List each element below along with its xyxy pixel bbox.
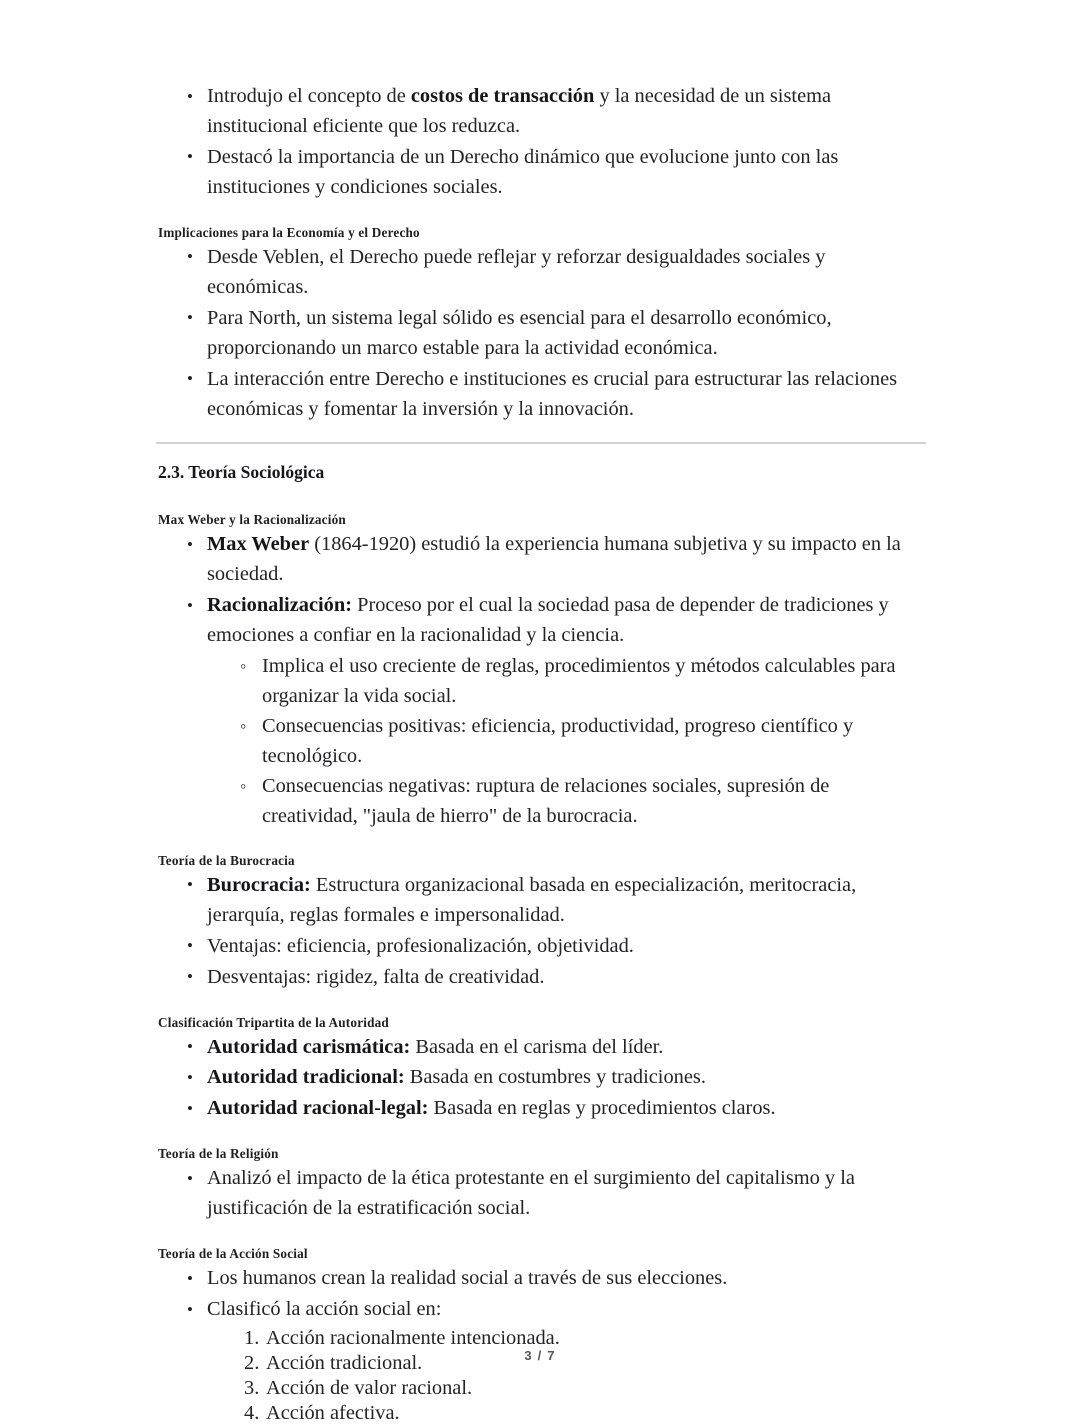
numbered-list-item: 4. Acción afectiva. bbox=[244, 1401, 400, 1424]
list-item: • Autoridad tradicional: Basada en costumbres y tradiciones. bbox=[156, 1063, 926, 1093]
vertical-spacer bbox=[156, 204, 926, 224]
bold-run-in: Burocracia: bbox=[207, 873, 311, 896]
list-item: • La interacción entre Derecho e instituciones es crucial para estructurar las relaciones económicas y fomentar la inversión y la innovación. bbox=[156, 365, 926, 425]
list-item: • Max Weber (1864-1920) estudió la experiencia humana subjetiva y su impacto en la sociedad. bbox=[156, 530, 926, 590]
bullet-list bbox=[156, 530, 926, 651]
list-item: • Para North, un sistema legal sólido es esencial para el desarrollo económico, proporcionando un marco estable para la actividad económica. bbox=[156, 304, 926, 364]
list-item: • Los humanos crean la realidad social a través de sus elecciones. bbox=[156, 1264, 926, 1294]
sub-heading: Teoría de la Acción Social bbox=[158, 1246, 308, 1262]
list-number: 4. bbox=[244, 1401, 260, 1424]
nested-list-item: ◦ Consecuencias positivas: eficiencia, productividad, progreso científico y tecnológico. bbox=[156, 712, 926, 772]
vertical-spacer bbox=[156, 994, 926, 1014]
sub-heading: Implicaciones para la Economía y el Derecho bbox=[158, 224, 420, 240]
list-item: • Introdujo el concepto de costos de transacción y la necesidad de un sistema institucional eficiente que los reduzca. bbox=[156, 82, 926, 142]
vertical-spacer bbox=[156, 1125, 926, 1145]
section-heading: 2.3. Teoría Sociológica bbox=[158, 461, 325, 482]
nested-bullet-list bbox=[156, 652, 926, 832]
sub-heading: Teoría de la Religión bbox=[158, 1146, 279, 1162]
list-item: • Burocracia: Estructura organizacional basada en especialización, meritocracia, jerarquía, reglas formales e impersonalidad. bbox=[156, 871, 926, 931]
page-number-footer bbox=[0, 1348, 1080, 1363]
page-number-label: 3 / 7 bbox=[524, 1348, 556, 1363]
vertical-spacer bbox=[156, 1225, 926, 1245]
numbered-list-item: 3. Acción de valor racional. bbox=[244, 1376, 473, 1399]
list-item: • Autoridad carismática: Basada en el carisma del líder. bbox=[156, 1033, 926, 1063]
bold-run-in: Racionalización: bbox=[207, 594, 352, 617]
list-item: • Ventajas: eficiencia, profesionalización, objetividad. bbox=[156, 932, 926, 962]
bullet-list bbox=[156, 1033, 926, 1125]
vertical-spacer bbox=[156, 491, 926, 511]
numbered-list bbox=[156, 1326, 926, 1426]
bullet-list bbox=[156, 871, 926, 993]
sub-heading: Max Weber y la Racionalización bbox=[158, 512, 346, 528]
bullet-list bbox=[156, 1164, 926, 1224]
list-item: • Clasificó la acción social en: bbox=[156, 1295, 926, 1325]
nested-list-item: ◦ Implica el uso creciente de reglas, procedimientos y métodos calculables para organizar la vida social. bbox=[156, 652, 926, 712]
list-item: • Racionalización: Proceso por el cual la sociedad pasa de depender de tradiciones y emociones a confiar en la racionalidad y la ciencia. bbox=[156, 591, 926, 651]
list-item: • Destacó la importancia de un Derecho dinámico que evolucione junto con las instituciones y condiciones sociales. bbox=[156, 143, 926, 203]
document-content bbox=[156, 82, 926, 1426]
section-divider bbox=[156, 442, 926, 444]
list-number: 3. bbox=[244, 1376, 260, 1399]
bold-run-in: Autoridad racional-legal: bbox=[207, 1097, 429, 1120]
list-number: 2. bbox=[244, 1351, 260, 1374]
list-item: • Autoridad racional-legal: Basada en reglas y procedimientos claros. bbox=[156, 1094, 926, 1124]
numbered-list-item: 1. Acción racionalmente intencionada. bbox=[244, 1327, 560, 1350]
list-item: • Analizó el impacto de la ética protestante en el surgimiento del capitalismo y la justificación de la estratificación social. bbox=[156, 1164, 926, 1224]
nested-list-item: ◦ Consecuencias negativas: ruptura de relaciones sociales, supresión de creatividad, "jaula de hierro" de la burocracia. bbox=[156, 772, 926, 832]
bullet-list bbox=[156, 1264, 926, 1325]
bold-run-in: Autoridad tradicional: bbox=[207, 1066, 405, 1089]
bold-run-in: Max Weber bbox=[207, 533, 310, 556]
bullet-list bbox=[156, 243, 926, 425]
bold-run-in: Autoridad carismática: bbox=[207, 1035, 411, 1058]
list-item: • Desde Veblen, el Derecho puede reflejar y reforzar desigualdades sociales y económicas. bbox=[156, 243, 926, 303]
list-item: • Desventajas: rigidez, falta de creatividad. bbox=[156, 963, 926, 993]
numbered-list-item: 2. Acción tradicional. bbox=[244, 1351, 423, 1374]
vertical-spacer bbox=[156, 832, 926, 852]
bullet-list bbox=[156, 82, 926, 203]
sub-heading: Teoría de la Burocracia bbox=[158, 852, 295, 868]
list-number: 1. bbox=[244, 1327, 260, 1350]
bold-run-in: costos de transacción bbox=[410, 85, 595, 107]
sub-heading: Clasificación Tripartita de la Autoridad bbox=[158, 1014, 389, 1030]
